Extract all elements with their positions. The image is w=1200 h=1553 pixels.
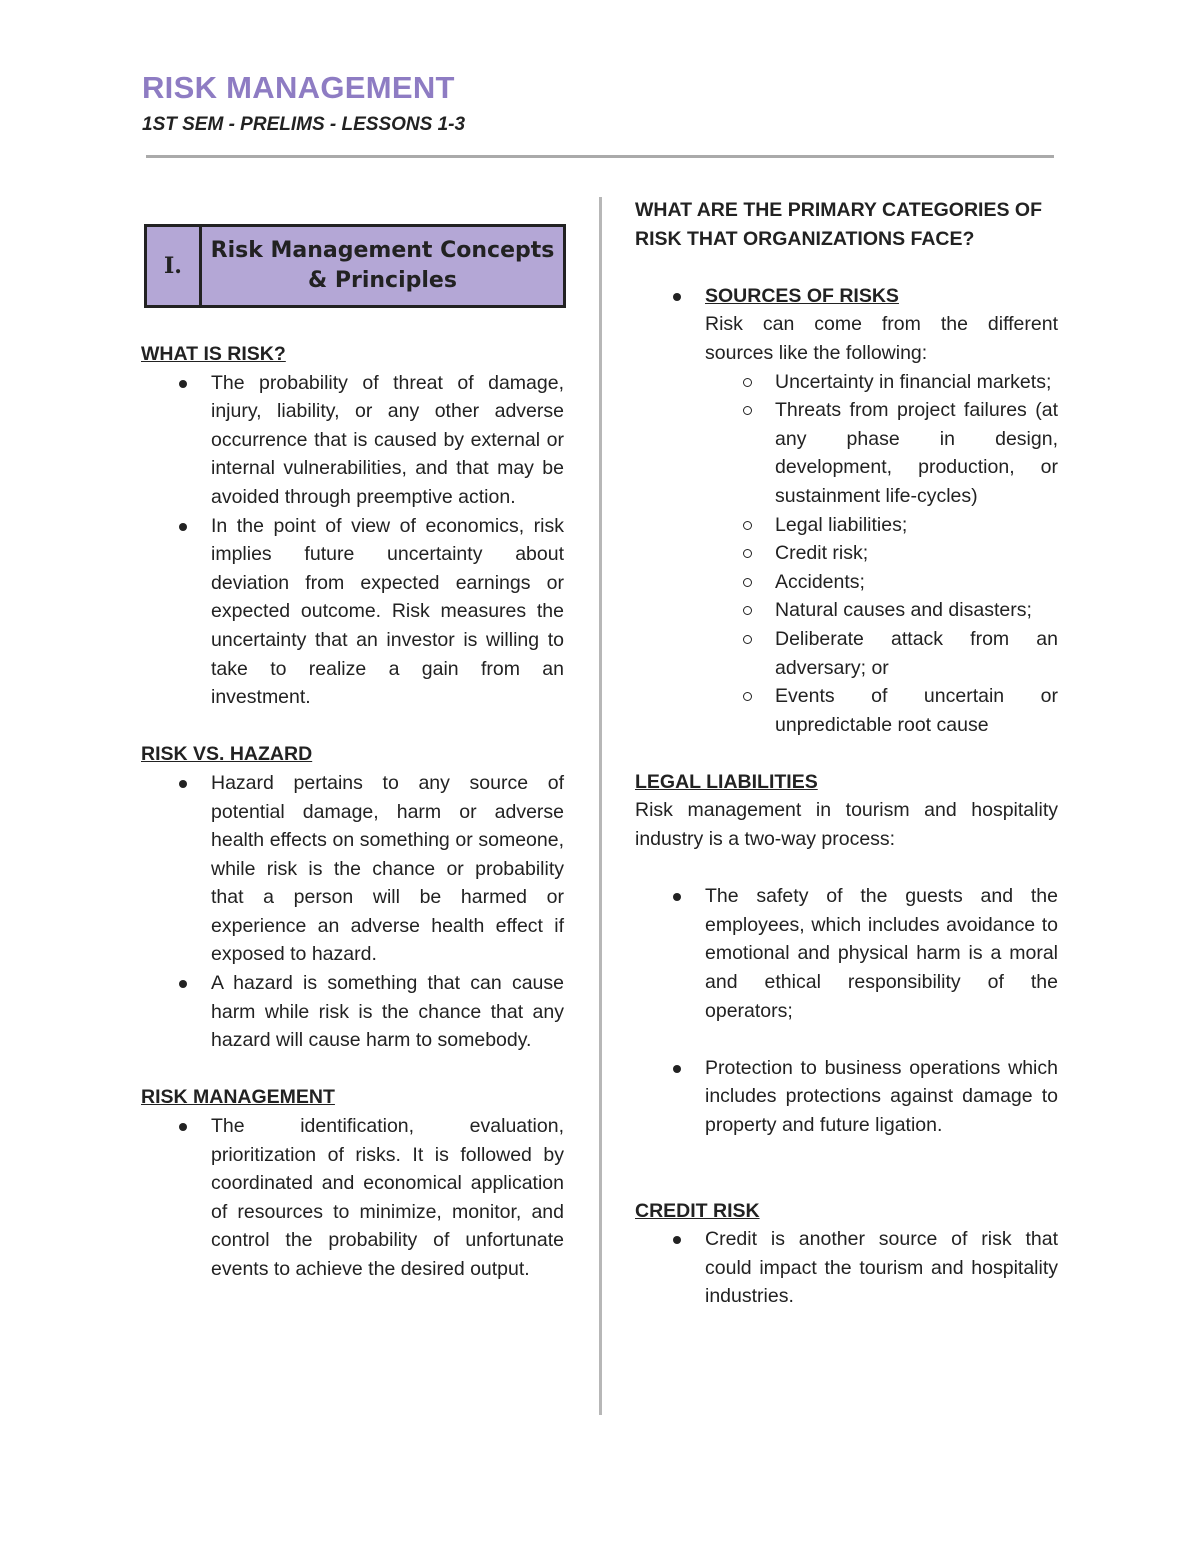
primary-categories-question: WHAT ARE THE PRIMARY CATEGORIES OF RISK THAT ORGANIZATIONS FACE? — [635, 199, 1042, 250]
section-number: I. — [147, 227, 202, 305]
list-item: Protection to business operations which includes protections against damage to property and future ligation. — [635, 1054, 1058, 1140]
right-column — [635, 196, 1058, 1311]
legal-liabilities-list-2 — [635, 1054, 1058, 1140]
risk-management-list — [141, 1112, 564, 1284]
sub-list-item: Accidents; — [705, 568, 1058, 597]
list-item: The probability of threat of damage, injury, liability, or any other adverse occurrence that is caused by external or internal vulnerabilities, and that may be avoided through preemptive action. — [141, 369, 564, 512]
hollow-bullet-icon — [743, 521, 752, 530]
list-item: Credit is another source of risk that could impact the tourism and hospitality industries. — [635, 1225, 1058, 1311]
sources-list — [635, 282, 1058, 368]
hollow-bullet-icon — [743, 378, 752, 387]
list-item: In the point of view of economics, risk implies future uncertainty about deviation from expected earnings or expected outcome. Risk measures the uncertainty that an investor is willing to take to realize a gain from an investment. — [141, 512, 564, 712]
hollow-bullet-icon — [743, 606, 752, 615]
risk-vs-hazard-list — [141, 769, 564, 1055]
hollow-bullet-icon — [743, 635, 752, 644]
credit-risk-list — [635, 1225, 1058, 1311]
bullet-icon — [673, 893, 681, 901]
list-item: The identification, evaluation, prioritization of risks. It is followed by coordinated and economical application of resources to minimize, monitor, and control the probability of unfortunate events to achieve the desired output. — [141, 1112, 564, 1284]
sources-intro: Risk can come from the different sources like the following: — [705, 313, 1058, 364]
left-column — [141, 340, 564, 1284]
what-is-risk-list — [141, 369, 564, 712]
list-item: The safety of the guests and the employees, which includes avoidance to emotional and physical harm is a moral and ethical responsibility of the operators; — [635, 882, 1058, 1025]
section-heading-box — [144, 224, 566, 308]
bullet-icon — [179, 780, 187, 788]
list-item — [635, 282, 1058, 368]
list-item: A hazard is something that can cause harm while risk is the chance that any hazard will cause harm to somebody. — [141, 969, 564, 1055]
legal-liabilities-intro: Risk management in tourism and hospitality industry is a two-way process: — [635, 799, 1058, 851]
bullet-icon — [673, 1236, 681, 1244]
hollow-bullet-icon — [743, 549, 752, 558]
sub-list-item: Threats from project failures (at any phase in design, development, production, or sustainment life-cycles) — [705, 396, 1058, 510]
heading-credit-risk: CREDIT RISK — [635, 1199, 760, 1222]
bullet-icon — [179, 980, 187, 988]
heading-risk-vs-hazard: RISK VS. HAZARD — [141, 743, 313, 766]
heading-sources-of-risks: SOURCES OF RISKS — [705, 284, 899, 307]
bullet-icon — [179, 523, 187, 531]
document-title: RISK MANAGEMENT — [142, 70, 455, 105]
sub-list-item: Natural causes and disasters; — [705, 596, 1058, 625]
hollow-bullet-icon — [743, 578, 752, 587]
header-divider — [146, 155, 1054, 158]
bullet-icon — [179, 1123, 187, 1131]
hollow-bullet-icon — [743, 692, 752, 701]
sub-list-item: Deliberate attack from an adversary; or — [705, 625, 1058, 682]
heading-risk-management: RISK MANAGEMENT — [141, 1086, 335, 1109]
heading-what-is-risk: WHAT IS RISK? — [141, 343, 286, 365]
sources-sublist — [635, 368, 1058, 740]
sub-list-item: Credit risk; — [705, 539, 1058, 568]
section-title: Risk Management Concepts & Principles — [210, 238, 555, 293]
document-subtitle: 1ST SEM - PRELIMS - LESSONS 1-3 — [142, 114, 466, 135]
column-divider — [599, 197, 602, 1415]
bullet-icon — [673, 1065, 681, 1073]
list-item: Hazard pertains to any source of potential damage, harm or adverse health effects on something or someone, while risk is the chance or probability that a person will be harmed or experience an adverse health effect if exposed to hazard. — [141, 769, 564, 969]
hollow-bullet-icon — [743, 406, 752, 415]
sub-list-item: Uncertainty in financial markets; — [705, 368, 1058, 397]
sub-list-item: Events of uncertain or unpredictable root cause — [705, 682, 1058, 739]
bullet-icon — [673, 293, 681, 301]
sub-list-item: Legal liabilities; — [705, 511, 1058, 540]
bullet-icon — [179, 380, 187, 388]
legal-liabilities-list — [635, 882, 1058, 1025]
heading-legal-liabilities: LEGAL LIABILITIES — [635, 770, 818, 793]
